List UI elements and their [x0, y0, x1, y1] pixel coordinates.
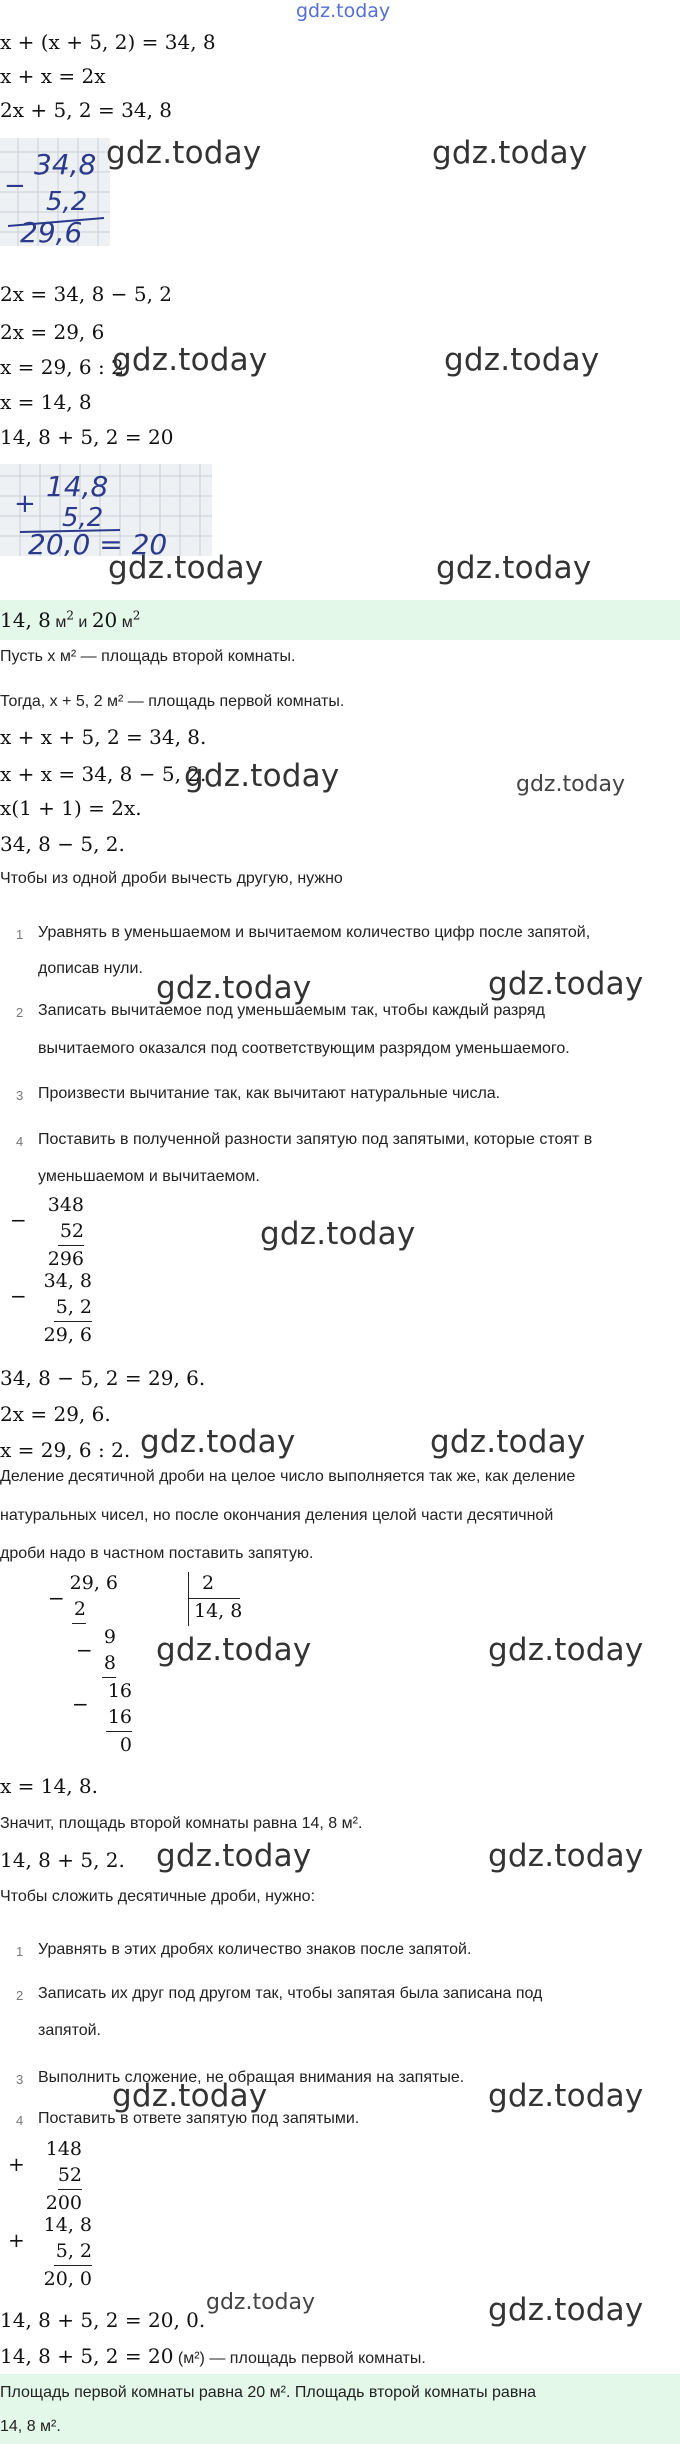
handwritten-addition-photo — [0, 464, 212, 556]
paragraph: Чтобы сложить десятичные дроби, нужно: — [0, 1888, 316, 1905]
column-bottom: 5, 2 — [55, 2240, 92, 2262]
column-line — [54, 2265, 92, 2266]
answer-banner — [0, 600, 680, 640]
hand-line-3: 20,0 = 20 — [28, 528, 168, 556]
step-number: 4 — [16, 2113, 24, 2128]
final-answer-line: 14, 8 м². — [0, 2418, 61, 2435]
equation-caption: (м²) — площадь первой комнаты. — [173, 2350, 426, 2367]
equation: x + x + 5, 2 = 34, 8. — [0, 725, 207, 749]
column-top: 14, 8 — [43, 2214, 92, 2236]
division-quotient: 14, 8 — [194, 1600, 243, 1622]
step-text: дописав нули. — [38, 960, 143, 977]
step-text: Выполнить сложение, не обращая внимания на запятые. — [38, 2069, 465, 2086]
step-text: Уравнять в уменьшаемом и вычитаемом количество цифр после запятой, — [38, 924, 591, 941]
watermark: gdz.today — [516, 772, 626, 797]
step-number: 3 — [16, 1088, 24, 1103]
equation: x + (x + 5, 2) = 34, 8 — [0, 30, 216, 54]
step-text: Поставить в ответе запятую под запятыми. — [38, 2110, 360, 2127]
equation: 34, 8 − 5, 2 = 29, 6. — [0, 1366, 206, 1390]
answer-sup: 2 — [132, 608, 141, 623]
paragraph: Пусть x м² — площадь второй комнаты. — [0, 648, 296, 665]
step-text: Записать их друг под другом так, чтобы запятая была записана под — [38, 1985, 543, 2002]
division-step: 16 — [107, 1706, 132, 1728]
step-text: вычитаемого оказался под соответствующим разрядом уменьшаемого. — [38, 1040, 570, 1057]
watermark: gdz.today — [184, 758, 340, 794]
step-text: Записать вычитаемое под уменьшаемым так, чтобы каждый разряд — [38, 1002, 546, 1019]
equation: 34, 8 − 5, 2. — [0, 832, 125, 856]
division-bar — [188, 1572, 189, 1626]
hand-sign: + — [14, 489, 36, 519]
equation: 2x = 34, 8 − 5, 2 — [0, 282, 173, 306]
column-top: 348 — [47, 1194, 84, 1216]
step-text: запятой. — [38, 2022, 101, 2039]
division-step: 9 — [103, 1626, 116, 1648]
step-number: 2 — [16, 1005, 24, 1020]
watermark: gdz.today — [112, 2078, 268, 2114]
hand-line-2: 5,2 — [62, 503, 104, 533]
hand-line-1: 34,8 — [34, 148, 97, 181]
equation: 2x = 29, 6. — [0, 1402, 111, 1426]
watermark: gdz.today — [260, 1216, 416, 1252]
column-line — [72, 1623, 86, 1624]
column-line — [54, 1321, 92, 1322]
equation: x + x = 2x — [0, 64, 106, 88]
column-result: 296 — [47, 1248, 84, 1270]
watermark: gdz.today — [430, 1424, 586, 1460]
final-answer-line: Площадь первой комнаты равна 20 м². Площадь второй комнаты равна — [0, 2384, 537, 2401]
column-sign: + — [8, 2152, 25, 2176]
watermark: gdz.today — [488, 966, 644, 1002]
answer-and: и — [73, 614, 92, 631]
equation: x = 14, 8. — [0, 1774, 98, 1798]
equation: 14, 8 + 5, 2. — [0, 1848, 125, 1872]
step-number: 4 — [16, 1134, 24, 1149]
watermark: gdz.today — [444, 342, 600, 378]
answer-unit: м — [50, 614, 67, 631]
step-text: Произвести вычитание так, как вычитают натуральные числа. — [38, 1085, 501, 1102]
equation: 14, 8 + 5, 2 = 20 — [0, 2344, 174, 2368]
equation: x = 29, 6 : 2. — [0, 1438, 131, 1462]
watermark: gdz.today — [156, 1632, 312, 1668]
column-line — [188, 1598, 240, 1599]
equation: x(1 + 1) = 2x. — [0, 796, 142, 820]
watermark: gdz.today — [488, 2292, 644, 2328]
watermark: gdz.today — [112, 342, 268, 378]
division-minus: − — [76, 1638, 93, 1662]
hand-line-1: 14,8 — [46, 470, 109, 503]
watermark: gdz.today — [488, 2078, 644, 2114]
column-line — [102, 1677, 116, 1678]
top-watermark: gdz.today — [296, 0, 391, 22]
answer-value-b: 20 — [91, 608, 118, 632]
step-text: уменьшаемом и вычитаемом. — [38, 1168, 260, 1185]
division-step: 16 — [107, 1680, 132, 1702]
paragraph: Чтобы из одной дроби вычесть другую, нужно — [0, 870, 343, 887]
division-step: 2 — [73, 1598, 86, 1620]
paragraph: натуральных чисел, но после окончания деления целой части десятичной — [0, 1507, 554, 1524]
paragraph: Тогда, x + 5, 2 м² — площадь первой комнаты. — [0, 693, 345, 710]
watermark: gdz.today — [488, 1838, 644, 1874]
column-result: 29, 6 — [43, 1324, 92, 1346]
step-text: Поставить в полученной разности запятую под запятыми, которые стоят в — [38, 1131, 593, 1148]
column-top: 34, 8 — [43, 1270, 92, 1292]
answer-unit: м — [117, 614, 133, 631]
column-sign: − — [10, 1208, 27, 1232]
paragraph: Деление десятичной дроби на целое число выполняется так же, как деление — [0, 1468, 576, 1485]
division-dividend: 29, 6 — [69, 1572, 118, 1594]
answer-sup: 2 — [66, 608, 74, 623]
equation: x = 14, 8 — [0, 390, 92, 414]
division-minus: − — [48, 1586, 65, 1610]
equation: x + x = 34, 8 − 5, 2. — [0, 762, 207, 786]
equation: 14, 8 + 5, 2 = 20 — [0, 425, 174, 449]
division-minus: − — [72, 1692, 89, 1716]
step-number: 1 — [16, 1944, 24, 1959]
equation: 2x + 5, 2 = 34, 8 — [0, 98, 173, 122]
column-result: 200 — [45, 2192, 82, 2214]
column-line — [58, 2189, 82, 2190]
watermark: gdz.today — [106, 135, 262, 171]
answer-value-a: 14, 8 — [0, 608, 51, 632]
equation: x = 29, 6 : 2 — [0, 355, 124, 379]
watermark: gdz.today — [156, 1838, 312, 1874]
watermark: gdz.today — [206, 2290, 316, 2315]
column-line — [106, 1731, 132, 1732]
step-number: 2 — [16, 1988, 24, 2003]
column-bottom: 5, 2 — [55, 1296, 92, 1318]
equation: 2x = 29, 6 — [0, 320, 105, 344]
paragraph: Значит, площадь второй комнаты равна 14, 8 м². — [0, 1815, 363, 1832]
column-result: 20, 0 — [43, 2268, 92, 2290]
division-step: 0 — [119, 1734, 132, 1756]
column-sign: − — [10, 1284, 27, 1308]
column-line — [58, 1245, 84, 1246]
step-text: Уравнять в этих дробях количество знаков после запятой. — [38, 1941, 472, 1958]
step-number: 3 — [16, 2072, 24, 2087]
hand-sign: − — [4, 171, 26, 201]
paragraph: дроби надо в частном поставить запятую. — [0, 1545, 314, 1562]
equation-line — [0, 2344, 426, 2368]
watermark: gdz.today — [140, 1424, 296, 1460]
watermark: gdz.today — [488, 1632, 644, 1668]
step-number: 1 — [16, 927, 24, 942]
column-bottom: 52 — [57, 2164, 82, 2186]
hand-line-3: 29,6 — [20, 216, 83, 246]
final-answer-banner — [0, 2374, 680, 2444]
watermark: gdz.today — [432, 135, 588, 171]
watermark: gdz.today — [108, 550, 264, 586]
column-bottom: 52 — [59, 1220, 84, 1242]
watermark: gdz.today — [436, 550, 592, 586]
division-step: 8 — [103, 1652, 116, 1674]
division-divisor: 2 — [202, 1572, 215, 1594]
equation: 14, 8 + 5, 2 = 20, 0. — [0, 2308, 206, 2332]
column-sign: + — [8, 2228, 25, 2252]
handwritten-subtraction-photo — [0, 138, 110, 246]
column-top: 148 — [45, 2138, 82, 2160]
hand-line-2: 5,2 — [46, 187, 88, 217]
watermark: gdz.today — [156, 970, 312, 1006]
